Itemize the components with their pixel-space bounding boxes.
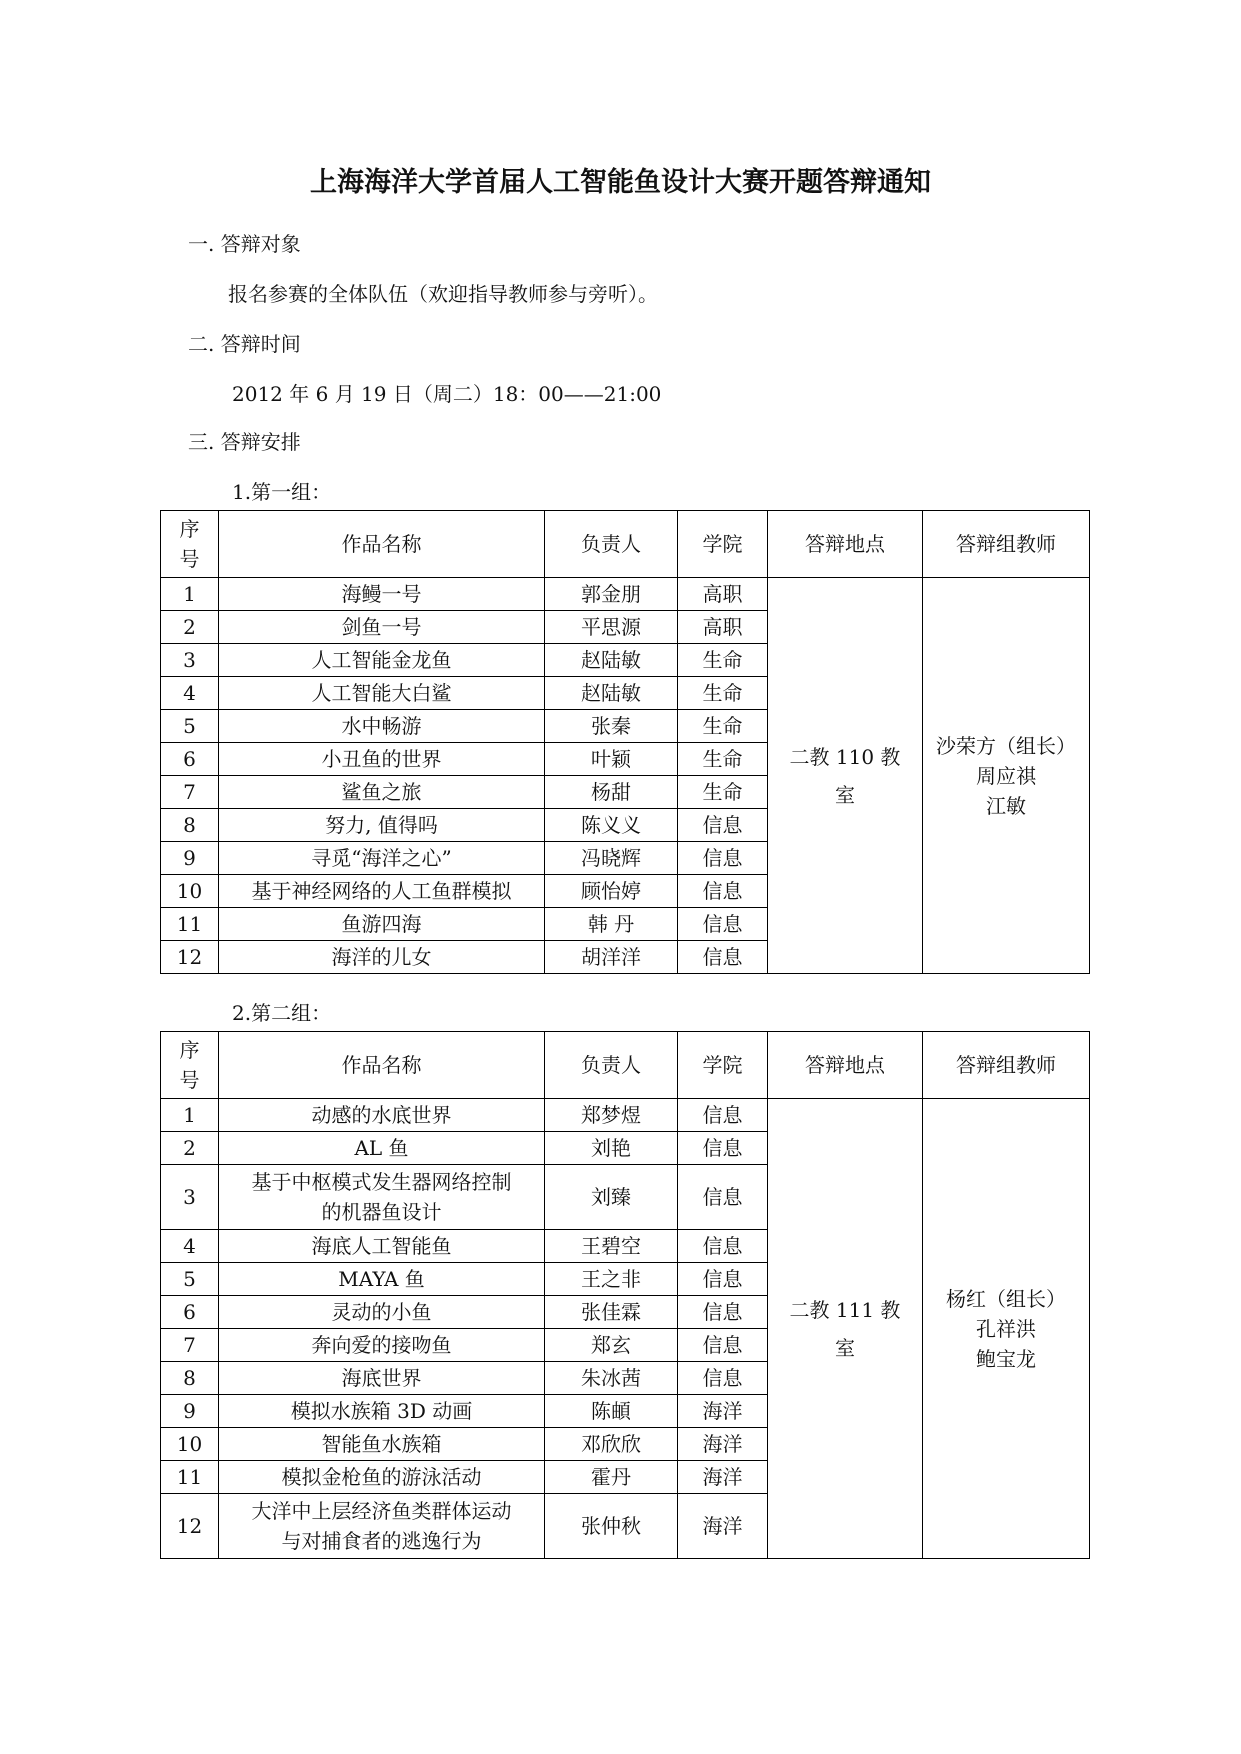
college-name: 高职	[678, 611, 768, 644]
work-name-line2: 的机器鱼设计	[321, 1200, 442, 1224]
college-name: 信息	[678, 1099, 768, 1132]
defense-location-line1: 二教 111 教	[789, 1297, 901, 1322]
header-name: 作品名称	[219, 511, 545, 578]
leader-name: 陈义义	[545, 809, 678, 842]
table-row	[161, 578, 1090, 611]
work-name: 智能鱼水族箱	[219, 1428, 545, 1461]
work-name	[219, 1165, 545, 1230]
row-number: 1	[161, 1099, 219, 1132]
table-header-row	[161, 511, 1090, 578]
header-seq-line1: 序	[179, 517, 200, 541]
row-number: 6	[161, 743, 219, 776]
college-name: 信息	[678, 1329, 768, 1362]
work-name: 努力, 值得吗	[219, 809, 545, 842]
row-number: 10	[161, 875, 219, 908]
group-2-label: 2.第二组：	[232, 1001, 332, 1025]
work-name: 基于神经网络的人工鱼群模拟	[219, 875, 545, 908]
defense-location-line2: 室	[835, 782, 855, 807]
header-name: 作品名称	[219, 1032, 545, 1099]
header-leader: 负责人	[545, 1032, 678, 1099]
leader-name: 张佳霖	[545, 1296, 678, 1329]
header-seq-line2: 号	[179, 1068, 200, 1092]
leader-name: 刘臻	[545, 1165, 678, 1230]
work-name: 模拟金枪鱼的游泳活动	[219, 1461, 545, 1494]
row-number: 11	[161, 908, 219, 941]
row-number: 5	[161, 710, 219, 743]
header-place: 答辩地点	[768, 1032, 923, 1099]
college-name: 信息	[678, 875, 768, 908]
college-name: 海洋	[678, 1461, 768, 1494]
college-name: 信息	[678, 1230, 768, 1263]
leader-name: 冯晓辉	[545, 842, 678, 875]
work-name: 奔向爱的接吻鱼	[219, 1329, 545, 1362]
work-name-line1: 基于中枢模式发生器网络控制	[251, 1170, 512, 1194]
leader-name: 霍丹	[545, 1461, 678, 1494]
row-number: 5	[161, 1263, 219, 1296]
leader-name: 叶颖	[545, 743, 678, 776]
work-name: 海底人工智能鱼	[219, 1230, 545, 1263]
defense-location	[768, 578, 923, 974]
work-name	[219, 1494, 545, 1559]
row-number: 2	[161, 1132, 219, 1165]
defense-teachers	[923, 578, 1090, 974]
group-1-label: 1.第一组：	[232, 480, 332, 504]
table-header-row	[161, 1032, 1090, 1099]
work-name: 人工智能大白鲨	[219, 677, 545, 710]
leader-name: 张秦	[545, 710, 678, 743]
college-name: 信息	[678, 842, 768, 875]
college-name: 信息	[678, 1263, 768, 1296]
defense-teachers	[923, 1099, 1090, 1559]
defense-location-line2: 室	[835, 1335, 855, 1360]
work-name: 动感的水底世界	[219, 1099, 545, 1132]
leader-name: 赵陆敏	[545, 677, 678, 710]
leader-name: 平思源	[545, 611, 678, 644]
leader-name: 胡洋洋	[545, 941, 678, 974]
work-name: 水中畅游	[219, 710, 545, 743]
college-name: 生命	[678, 644, 768, 677]
work-name: 海底世界	[219, 1362, 545, 1395]
row-number: 8	[161, 809, 219, 842]
section-2-heading: 二. 答辩时间	[188, 332, 301, 356]
page-title: 上海海洋大学首届人工智能鱼设计大赛开题答辩通知	[310, 167, 931, 198]
row-number: 7	[161, 776, 219, 809]
row-number: 1	[161, 578, 219, 611]
header-seq-line1: 序	[179, 1038, 200, 1062]
header-seq	[161, 1032, 219, 1099]
college-name: 生命	[678, 743, 768, 776]
row-number: 3	[161, 1165, 219, 1230]
teacher-name: 周应祺	[976, 763, 1036, 788]
leader-name: 韩 丹	[545, 908, 678, 941]
header-seq	[161, 511, 219, 578]
leader-name: 顾怡婷	[545, 875, 678, 908]
row-number: 12	[161, 941, 219, 974]
work-name: 鲨鱼之旅	[219, 776, 545, 809]
row-number: 7	[161, 1329, 219, 1362]
work-name: AL 鱼	[219, 1132, 545, 1165]
college-name: 信息	[678, 908, 768, 941]
leader-name: 杨甜	[545, 776, 678, 809]
teacher-name: 孔祥洪	[976, 1316, 1036, 1341]
row-number: 11	[161, 1461, 219, 1494]
college-name: 生命	[678, 677, 768, 710]
college-name: 信息	[678, 1362, 768, 1395]
work-name-line2: 与对捕食者的逃逸行为	[281, 1529, 482, 1553]
leader-name: 邓欣欣	[545, 1428, 678, 1461]
leader-name: 郑玄	[545, 1329, 678, 1362]
row-number: 4	[161, 677, 219, 710]
leader-name: 郭金朋	[545, 578, 678, 611]
teacher-name: 江敏	[986, 793, 1026, 818]
work-name: 海鳗一号	[219, 578, 545, 611]
defense-location	[768, 1099, 923, 1559]
defense-location-line1: 二教 110 教	[789, 744, 901, 769]
row-number: 12	[161, 1494, 219, 1559]
college-name: 生命	[678, 776, 768, 809]
header-leader: 负责人	[545, 511, 678, 578]
work-name: 模拟水族箱 3D 动画	[219, 1395, 545, 1428]
college-name: 海洋	[678, 1395, 768, 1428]
work-name: 海洋的儿女	[219, 941, 545, 974]
work-name: MAYA 鱼	[219, 1263, 545, 1296]
header-seq-line2: 号	[179, 547, 200, 571]
row-number: 10	[161, 1428, 219, 1461]
work-name: 鱼游四海	[219, 908, 545, 941]
teacher-name: 杨红（组长）	[946, 1286, 1066, 1311]
work-name: 灵动的小鱼	[219, 1296, 545, 1329]
work-name: 小丑鱼的世界	[219, 743, 545, 776]
leader-name: 刘艳	[545, 1132, 678, 1165]
work-name: 寻觅“海洋之心”	[219, 842, 545, 875]
row-number: 9	[161, 1395, 219, 1428]
college-name: 海洋	[678, 1428, 768, 1461]
group-1-table	[160, 510, 1090, 974]
college-name: 信息	[678, 941, 768, 974]
college-name: 信息	[678, 1165, 768, 1230]
group-2-table	[160, 1031, 1090, 1559]
work-name: 剑鱼一号	[219, 611, 545, 644]
work-name-line1: 大洋中上层经济鱼类群体运动	[251, 1499, 512, 1523]
section-3-heading: 三. 答辩安排	[188, 430, 301, 454]
row-number: 3	[161, 644, 219, 677]
header-teachers: 答辩组教师	[923, 1032, 1090, 1099]
header-place: 答辩地点	[768, 511, 923, 578]
college-name: 海洋	[678, 1494, 768, 1559]
college-name: 信息	[678, 809, 768, 842]
leader-name: 张仲秋	[545, 1494, 678, 1559]
teacher-name: 沙荣方（组长）	[936, 733, 1076, 758]
row-number: 4	[161, 1230, 219, 1263]
college-name: 信息	[678, 1132, 768, 1165]
college-name: 信息	[678, 1296, 768, 1329]
leader-name: 陈頔	[545, 1395, 678, 1428]
row-number: 9	[161, 842, 219, 875]
row-number: 6	[161, 1296, 219, 1329]
work-name: 人工智能金龙鱼	[219, 644, 545, 677]
college-name: 高职	[678, 578, 768, 611]
teacher-name: 鲍宝龙	[976, 1346, 1036, 1371]
leader-name: 王之非	[545, 1263, 678, 1296]
section-2-body: 2012 年 6 月 19 日（周二）18：00——21:00	[232, 382, 662, 406]
header-teachers: 答辩组教师	[923, 511, 1090, 578]
header-college: 学院	[678, 1032, 768, 1099]
college-name: 生命	[678, 710, 768, 743]
leader-name: 朱冰茜	[545, 1362, 678, 1395]
row-number: 8	[161, 1362, 219, 1395]
leader-name: 郑梦煜	[545, 1099, 678, 1132]
header-college: 学院	[678, 511, 768, 578]
leader-name: 王碧空	[545, 1230, 678, 1263]
table-row	[161, 1099, 1090, 1132]
section-1-body: 报名参赛的全体队伍（欢迎指导教师参与旁听）。	[228, 282, 658, 306]
section-1-heading: 一. 答辩对象	[188, 232, 301, 256]
row-number: 2	[161, 611, 219, 644]
leader-name: 赵陆敏	[545, 644, 678, 677]
